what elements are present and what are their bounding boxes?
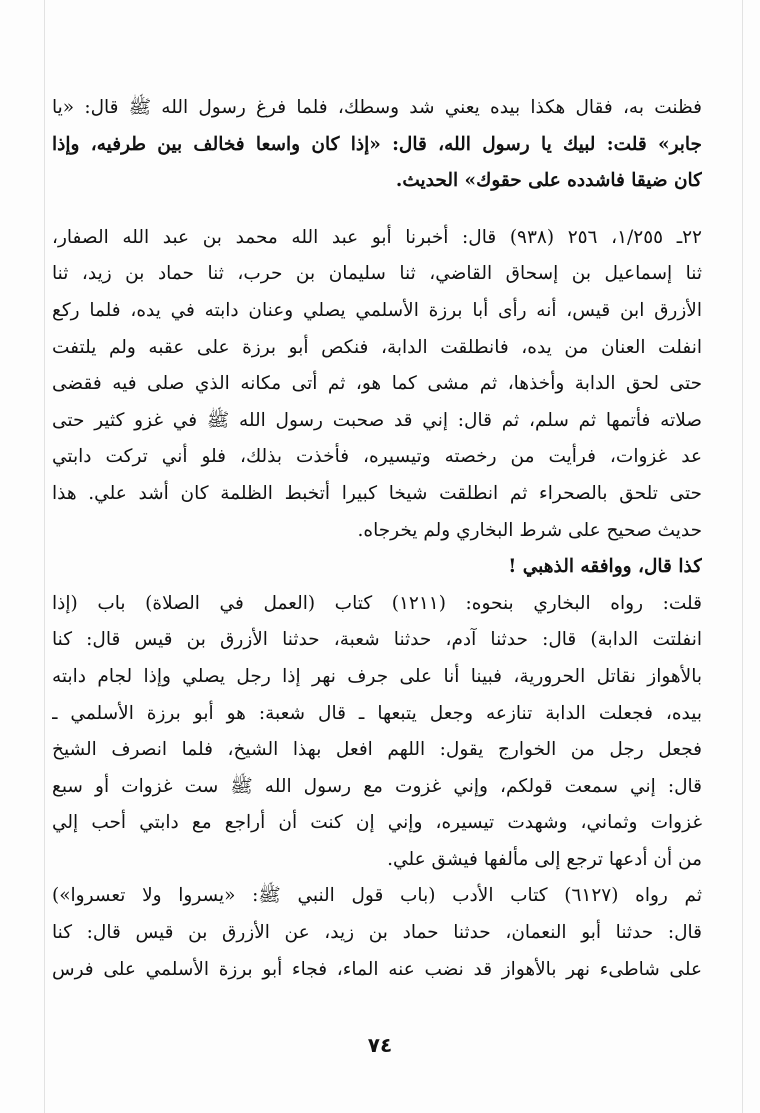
text-line: غزوات وثماني، وشهدت تيسيره، وإني إن كنت أن أراجع مع دابتي أحب إلي	[52, 812, 702, 834]
text-line: على شاطىء نهر بالأهواز قد نضب عنه الماء، فجاء أبو برزة الأسلمي على فرس	[52, 958, 702, 980]
paragraph-hadith-22	[52, 220, 702, 549]
text-line: صلاته فأتمها ثم سلم، ثم قال: إني قد صحبت رسول الله ﷺ في غزو كثير حتى	[52, 409, 702, 431]
text-line: بيده، فجعلت الدابة تنازعه وجعل يتبعها ـ قال شعبة: هو أبو برزة الأسلمي ـ	[52, 702, 702, 724]
text-line: جابر» قلت: لبيك يا رسول الله، قال: «إذا كان واسعا فخالف بين طرفيه، وإذا	[52, 133, 702, 155]
text-line: حديث صحيح على شرط البخاري ولم يخرجاه.	[357, 519, 702, 541]
page-edge-right	[742, 0, 743, 1113]
text-line: حتى تلحق بالصحراء ثم انطلقت شيخا كبيرا أتخبط الظلمة كان أشد علي. هذا	[52, 482, 702, 504]
text-line: الأزرق ابن قيس، أنه رأى أبا برزة الأسلمي يصلي وعنان دابته في يده، فلما ركع	[52, 299, 702, 321]
text-line: انفلت العنان من يده، فانطلقت الدابة، فنكص أبو برزة على عقبه ولم يلتفت	[52, 336, 702, 358]
page-edge-left	[44, 0, 45, 1113]
text-line: انفلتت الدابة) قال: حدثنا آدم، حدثنا شعبة، حدثنا الأزرق بن قيس قال: كنا	[52, 629, 702, 651]
text-line: قال: إني سمعت قولكم، وإني غزوت مع رسول الله ﷺ ست غزوات أو سبع	[52, 775, 702, 797]
paragraph-dhahabi-note	[52, 549, 702, 586]
paragraph-bukhari-6127	[52, 878, 702, 988]
text-line: ٢٢ـ ١/٢٥٥، ٢٥٦ (٩٣٨) قال: أخبرنا أبو عبد الله محمد بن عبد الله الصفار،	[52, 226, 702, 248]
page-number: ٧٤	[367, 1033, 393, 1057]
paragraph-bukhari-1211	[52, 586, 702, 879]
text-line: من أن أدعها ترجع إلى مألفها فيشق علي.	[387, 848, 702, 870]
paragraph-gap	[52, 200, 702, 220]
text-line: قال: حدثنا أبو النعمان، حدثنا حماد بن زيد، عن الأزرق بن قيس قال: كنا	[52, 922, 702, 944]
text-line: فظنت به، فقال هكذا بيده يعني شد وسطك، فلما فرغ رسول الله ﷺ قال: «يا	[52, 97, 702, 118]
text-line: ثم رواه (٦١٢٧) كتاب الأدب (باب قول النبي ﷺ: «يسروا ولا تعسروا»)	[52, 885, 702, 907]
text-line: قلت: رواه البخاري بنحوه: (١٢١١) كتاب (العمل في الصلاة) باب (إذا	[52, 592, 702, 614]
text-line: كذا قال، ووافقه الذهبي !	[508, 556, 702, 578]
paragraph-hadith-end	[52, 90, 702, 200]
text-line: كان ضيقا فاشدده على حقوك» الحديث.	[395, 170, 702, 192]
text-line: فجعل رجل من الخوارج يقول: اللهم افعل بهذا الشيخ، فلما انصرف الشيخ	[52, 739, 702, 761]
text-line: حتى لحق الدابة وأخذها، ثم مشى كما هو، ثم أتى مكانه الذي صلى فيه فقضى	[52, 373, 702, 395]
text-line: بالأهواز نقاتل الحرورية، فبينا أنا على جرف نهر إذا رجل يصلي وإذا لجام دابته	[52, 665, 702, 687]
page-body	[52, 90, 702, 988]
text-line: ثنا إسماعيل بن إسحاق القاضي، ثنا سليمان بن حرب، ثنا حماد بن زيد، ثنا	[52, 263, 702, 285]
text-line: عد غزوات، فرأيت من رخصته وتيسيره، فأخذت بذلك، فلو أني تركت دابتي	[52, 446, 702, 468]
